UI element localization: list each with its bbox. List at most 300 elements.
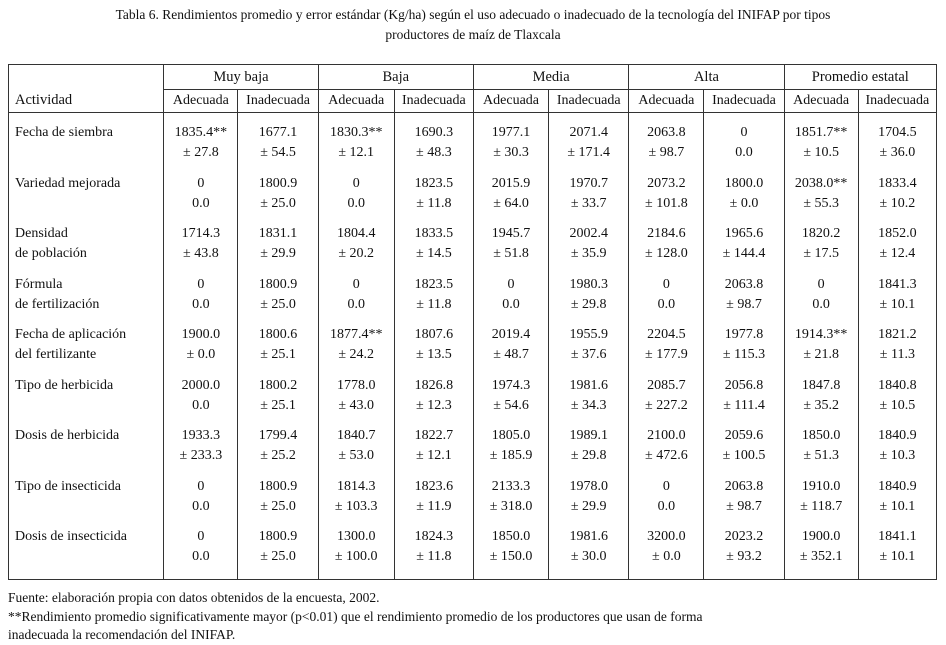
value-cell [394, 224, 473, 275]
standard-error: ± 12.1 [338, 145, 375, 160]
value-cell [629, 325, 704, 376]
yield-value: 2100.0 [647, 428, 686, 443]
yield-value: 0 [197, 276, 205, 292]
value-cell [704, 477, 784, 528]
standard-error: ± 21.8 [803, 347, 839, 362]
standard-error: ± 64.0 [493, 195, 529, 211]
activity-label: Fórmula [15, 276, 63, 292]
inadequate-header: Inadecuada [238, 90, 318, 113]
value-cell [704, 325, 784, 376]
activity-label: Dosis de herbicida [15, 428, 120, 443]
yield-value: 1900.0 [801, 529, 841, 544]
standard-error: ± 11.8 [416, 549, 452, 564]
table-row [9, 426, 937, 477]
yield-value: 1799.4 [258, 428, 298, 443]
table-row [9, 477, 937, 528]
value-cell [238, 224, 318, 275]
value-cell [238, 426, 318, 477]
value-cell [164, 275, 238, 326]
value-cell [784, 477, 858, 528]
value-cell [629, 527, 704, 580]
yield-value: 2000.0 [181, 377, 221, 393]
standard-error: ± 100.5 [722, 448, 766, 463]
footnote-line-1: **Rendimiento promedio significativamente mayor (p<0.01) que el rendimiento promedio de los productores que usan de forma [8, 608, 703, 624]
yield-value: 2056.8 [724, 377, 764, 393]
yield-value: 1847.8 [801, 377, 841, 393]
standard-error: ± 51.3 [803, 448, 839, 463]
value-cell [394, 527, 473, 580]
yield-value: 1830.3** [329, 125, 383, 140]
standard-error: ± 29.9 [570, 498, 607, 514]
standard-error: ± 177.9 [645, 347, 688, 362]
value-cell [473, 325, 548, 376]
yield-value: 0 [507, 276, 515, 292]
yield-value: 2073.2 [647, 175, 686, 191]
yield-value: 2038.0** [794, 175, 848, 191]
value-cell [858, 527, 936, 580]
standard-error: 0.0 [192, 498, 210, 514]
yield-value: 1704.5 [878, 125, 917, 140]
standard-error: ± 11.3 [879, 347, 915, 362]
value-cell [784, 376, 858, 427]
table-row [9, 376, 937, 427]
value-cell [704, 123, 784, 174]
value-cell [549, 426, 629, 477]
yield-value: 0 [352, 175, 360, 191]
value-cell [473, 174, 548, 225]
value-cell [704, 224, 784, 275]
standard-error: ± 14.5 [416, 246, 452, 261]
value-cell [858, 477, 936, 528]
value-cell [394, 275, 473, 326]
value-cell [238, 527, 318, 580]
yield-value: 0 [817, 276, 825, 292]
standard-error: ± 25.0 [260, 498, 296, 514]
value-cell [473, 123, 548, 174]
value-cell [784, 224, 858, 275]
yield-value: 1807.6 [414, 327, 454, 342]
activity-label: Variedad mejorada [15, 175, 121, 191]
standard-error: ± 11.8 [416, 195, 452, 211]
yield-value: 1822.7 [414, 428, 454, 443]
standard-error: 0.0 [657, 296, 676, 312]
standard-error: 0.0 [192, 195, 210, 211]
value-cell [164, 224, 238, 275]
activity-cell [9, 325, 164, 376]
value-cell [549, 477, 629, 528]
value-cell [473, 477, 548, 528]
yield-value: 1933.3 [181, 428, 221, 443]
value-cell [394, 123, 473, 174]
yield-value: 1823.6 [414, 478, 454, 494]
standard-error: 0.0 [347, 296, 365, 312]
standard-error: ± 10.5 [879, 397, 916, 413]
yield-value: 3200.0 [647, 529, 686, 544]
yield-value: 1841.3 [878, 276, 917, 292]
activity-cell [9, 224, 164, 275]
standard-error: ± 10.1 [879, 296, 916, 312]
yield-value: 1833.5 [414, 226, 454, 241]
inadequate-header: Inadecuada [858, 90, 936, 113]
value-cell [318, 123, 394, 174]
table-row [9, 224, 937, 275]
activity-cell [9, 426, 164, 477]
yield-value: 1841.1 [878, 529, 917, 544]
value-cell [784, 426, 858, 477]
activity-header: Actividad [9, 90, 164, 113]
activity-label: Fecha de aplicación [15, 327, 127, 342]
standard-error: ± 53.0 [338, 448, 375, 463]
standard-error: ± 55.3 [803, 195, 839, 211]
value-cell [629, 275, 704, 326]
standard-error: ± 11.9 [416, 498, 452, 514]
standard-error: ± 10.1 [879, 498, 916, 514]
standard-error: ± 98.7 [648, 145, 685, 160]
yield-value: 1814.3 [336, 478, 376, 494]
value-cell [164, 325, 238, 376]
yield-value: 1826.8 [414, 377, 454, 393]
activity-label: Fecha de siembra [15, 125, 113, 140]
value-cell [473, 527, 548, 580]
standard-error: ± 30.3 [493, 145, 529, 160]
value-cell [704, 376, 784, 427]
standard-error: ± 0.0 [186, 347, 216, 362]
caption-line-1: Tabla 6. Rendimientos promedio y error estándar (Kg/ha) según el uso adecuado o inadecuado de la tecnología del INIFAP por tipos [115, 7, 831, 22]
yield-value: 0 [662, 276, 670, 292]
value-cell [394, 426, 473, 477]
standard-error: ± 25.2 [260, 448, 296, 463]
yield-value: 2204.5 [647, 327, 686, 342]
adequate-header: Adecuada [784, 90, 858, 113]
yield-value: 0 [352, 276, 360, 292]
table-row [9, 275, 937, 326]
standard-error: ± 36.0 [879, 145, 916, 160]
yield-value: 1840.9 [878, 478, 917, 494]
standard-error: ± 29.8 [570, 296, 607, 312]
standard-error: ± 93.2 [726, 549, 762, 564]
yield-value: 1800.9 [258, 529, 298, 544]
table-row [9, 174, 937, 225]
standard-error: ± 54.6 [493, 397, 529, 413]
yield-value: 1840.9 [878, 428, 917, 443]
inadequate-header: Inadecuada [549, 90, 629, 113]
yield-value: 1980.3 [569, 276, 608, 292]
yield-value: 1978.0 [569, 478, 608, 494]
standard-error: ± 33.7 [570, 195, 607, 211]
standard-error: ± 10.5 [803, 145, 839, 160]
table-row [9, 123, 937, 174]
yield-value: 1805.0 [491, 428, 531, 443]
yield-value: 2015.9 [491, 175, 531, 191]
value-cell [704, 527, 784, 580]
value-cell [629, 376, 704, 427]
value-cell [473, 275, 548, 326]
yield-value: 1981.6 [569, 377, 608, 393]
yield-value: 2063.8 [647, 125, 686, 140]
yield-value: 2071.4 [569, 125, 608, 140]
standard-error: 0.0 [192, 549, 210, 564]
value-cell [549, 376, 629, 427]
yield-value: 0 [197, 175, 205, 191]
activity-cell [9, 477, 164, 528]
spacer-row [9, 113, 937, 124]
yield-value: 1965.6 [724, 226, 764, 241]
yield-value: 1840.8 [878, 377, 917, 393]
standard-error: ± 0.0 [652, 549, 681, 564]
yield-value: 1800.2 [258, 377, 298, 393]
group-header-baja: Baja [318, 65, 473, 90]
yield-value: 1840.7 [336, 428, 376, 443]
yield-value: 0 [197, 529, 205, 544]
yield-value: 2085.7 [647, 377, 686, 393]
standard-error: 0.0 [192, 397, 210, 413]
value-cell [858, 426, 936, 477]
adequate-header: Adecuada [629, 90, 704, 113]
activity-label: Tipo de insecticida [15, 478, 122, 494]
adequate-header: Adecuada [473, 90, 548, 113]
value-cell [549, 123, 629, 174]
activity-label-continued: de población [15, 246, 87, 261]
standard-error: 0.0 [812, 296, 830, 312]
yield-value: 1823.5 [414, 175, 454, 191]
standard-error: ± 54.5 [260, 145, 296, 160]
standard-error: ± 34.3 [570, 397, 607, 413]
table-caption [0, 5, 946, 45]
value-cell [704, 426, 784, 477]
standard-error: ± 43.0 [338, 397, 375, 413]
yield-value: 1804.4 [336, 226, 376, 241]
standard-error: ± 35.9 [570, 246, 607, 261]
standard-error: ± 185.9 [489, 448, 533, 463]
group-header-muy-baja: Muy baja [164, 65, 318, 90]
value-cell [164, 123, 238, 174]
yield-value: 1914.3** [794, 327, 848, 342]
value-cell [629, 224, 704, 275]
value-cell [164, 174, 238, 225]
standard-error: ± 25.0 [260, 296, 296, 312]
standard-error: ± 144.4 [722, 246, 766, 261]
value-cell [238, 174, 318, 225]
value-cell [238, 123, 318, 174]
value-cell [394, 376, 473, 427]
value-cell [858, 275, 936, 326]
standard-error: ± 318.0 [489, 498, 533, 514]
yield-value: 2019.4 [491, 327, 531, 342]
value-cell [473, 224, 548, 275]
value-cell [164, 426, 238, 477]
value-cell [238, 275, 318, 326]
standard-error: 0.0 [502, 296, 520, 312]
yield-value: 1877.4** [329, 327, 383, 342]
value-cell [629, 123, 704, 174]
standard-error: ± 98.7 [726, 296, 762, 312]
standard-error: ± 10.3 [879, 448, 916, 463]
standard-error: ± 11.8 [416, 296, 452, 312]
value-cell [473, 426, 548, 477]
table-row [9, 527, 937, 580]
standard-error: ± 35.2 [803, 397, 839, 413]
yield-value: 2184.6 [647, 226, 686, 241]
value-cell [629, 426, 704, 477]
value-cell [858, 376, 936, 427]
standard-error: ± 227.2 [645, 397, 688, 413]
value-cell [858, 174, 936, 225]
yield-value: 2063.8 [724, 276, 764, 292]
value-cell [318, 174, 394, 225]
value-cell [549, 224, 629, 275]
standard-error: ± 25.1 [260, 347, 296, 362]
source-note: Fuente: elaboración propia con datos obtenidos de la encuesta, 2002. [8, 590, 380, 605]
yield-value: 1778.0 [336, 377, 376, 393]
activity-cell [9, 174, 164, 225]
yield-value: 2059.6 [724, 428, 764, 443]
value-cell [164, 477, 238, 528]
table-body [9, 113, 937, 580]
yield-value: 1970.7 [569, 175, 608, 191]
standard-error: ± 17.5 [803, 246, 839, 261]
value-cell [784, 275, 858, 326]
value-cell [549, 174, 629, 225]
value-cell [549, 325, 629, 376]
standard-error: ± 29.9 [260, 246, 296, 261]
standard-error: ± 472.6 [645, 448, 688, 463]
yield-value: 1800.6 [258, 327, 298, 342]
footnote-line-2: inadecuada la recomendación del INIFAP. [8, 627, 236, 642]
standard-error: ± 37.6 [570, 347, 607, 362]
value-cell [318, 527, 394, 580]
standard-error: ± 100.0 [334, 549, 378, 564]
standard-error: ± 30.0 [570, 549, 607, 564]
value-cell [318, 426, 394, 477]
standard-error: ± 25.0 [260, 549, 296, 564]
yield-value: 0 [662, 478, 670, 494]
group-header-row [9, 65, 937, 90]
value-cell [318, 275, 394, 326]
standard-error: 0.0 [347, 195, 365, 211]
value-cell [629, 174, 704, 225]
standard-error: ± 29.8 [570, 448, 607, 463]
value-cell [704, 174, 784, 225]
standard-error: 0.0 [192, 296, 210, 312]
yield-value: 1850.0 [491, 529, 531, 544]
activity-label: Tipo de herbicida [15, 377, 114, 393]
yield-value: 1714.3 [181, 226, 221, 241]
group-header-promedio-estatal: Promedio estatal [784, 65, 936, 90]
yield-value: 2063.8 [724, 478, 764, 494]
yield-value: 1800.9 [258, 175, 298, 191]
group-header-alta: Alta [629, 65, 784, 90]
value-cell [394, 325, 473, 376]
value-cell [318, 224, 394, 275]
adequate-header: Adecuada [164, 90, 238, 113]
sub-header-row [9, 90, 937, 113]
value-cell [394, 477, 473, 528]
value-cell [784, 325, 858, 376]
standard-error: ± 103.3 [334, 498, 378, 514]
yield-value: 1850.0 [801, 428, 841, 443]
yield-value: 1800.9 [258, 276, 298, 292]
yield-value: 1900.0 [181, 327, 221, 342]
standard-error: ± 171.4 [567, 145, 611, 160]
yield-value: 2023.2 [724, 529, 764, 544]
activity-label-continued: del fertilizante [15, 347, 97, 362]
yield-value: 1955.9 [569, 327, 608, 342]
activity-cell [9, 527, 164, 580]
standard-error: ± 48.7 [493, 347, 529, 362]
adequate-header: Adecuada [318, 90, 394, 113]
yield-value: 1831.1 [258, 226, 298, 241]
standard-error: ± 12.1 [416, 448, 452, 463]
caption-line-2: productores de maíz de Tlaxcala [385, 27, 561, 42]
yield-value: 2002.4 [569, 226, 608, 241]
yield-value: 0 [197, 478, 205, 494]
standard-error: ± 10.1 [879, 549, 916, 564]
group-header-media: Media [473, 65, 628, 90]
yield-value: 1821.2 [878, 327, 917, 342]
value-cell [164, 376, 238, 427]
activity-cell [9, 123, 164, 174]
value-cell [394, 174, 473, 225]
value-cell [784, 527, 858, 580]
standard-error: ± 115.3 [722, 347, 766, 362]
standard-error: ± 25.0 [260, 195, 296, 211]
value-cell [318, 477, 394, 528]
yield-value: 0 [740, 125, 748, 140]
value-cell [784, 174, 858, 225]
value-cell [858, 123, 936, 174]
standard-error: ± 43.8 [183, 246, 219, 261]
standard-error: ± 98.7 [726, 498, 762, 514]
value-cell [858, 325, 936, 376]
yield-table [8, 64, 937, 580]
inadequate-header: Inadecuada [704, 90, 784, 113]
yield-value: 1800.9 [258, 478, 298, 494]
yield-value: 1977.8 [724, 327, 764, 342]
value-cell [549, 275, 629, 326]
standard-error: ± 12.3 [416, 397, 452, 413]
standard-error: ± 25.1 [260, 397, 296, 413]
yield-value: 1835.4** [174, 125, 228, 140]
activity-label-continued: de fertilización [15, 296, 100, 312]
yield-value: 1823.5 [414, 276, 454, 292]
yield-value: 1677.1 [258, 125, 298, 140]
standard-error: ± 13.5 [416, 347, 452, 362]
yield-value: 1851.7** [794, 125, 848, 140]
value-cell [549, 527, 629, 580]
standard-error: ± 233.3 [179, 448, 223, 463]
standard-error: ± 150.0 [489, 549, 533, 564]
yield-value: 1910.0 [801, 478, 841, 494]
yield-value: 1977.1 [491, 125, 531, 140]
yield-value: 1852.0 [878, 226, 917, 241]
value-cell [629, 477, 704, 528]
activity-cell [9, 275, 164, 326]
standard-error: ± 118.7 [800, 498, 843, 514]
yield-value: 1300.0 [336, 529, 376, 544]
yield-value: 2133.3 [491, 478, 531, 494]
value-cell [238, 376, 318, 427]
standard-error: ± 27.8 [183, 145, 219, 160]
standard-error: ± 128.0 [645, 246, 688, 261]
value-cell [238, 477, 318, 528]
header-blank [9, 65, 164, 90]
standard-error: ± 51.8 [493, 246, 529, 261]
standard-error: ± 10.2 [879, 195, 916, 211]
yield-value: 1833.4 [878, 175, 917, 191]
table-row [9, 325, 937, 376]
standard-error: 0.0 [657, 498, 676, 514]
value-cell [473, 376, 548, 427]
